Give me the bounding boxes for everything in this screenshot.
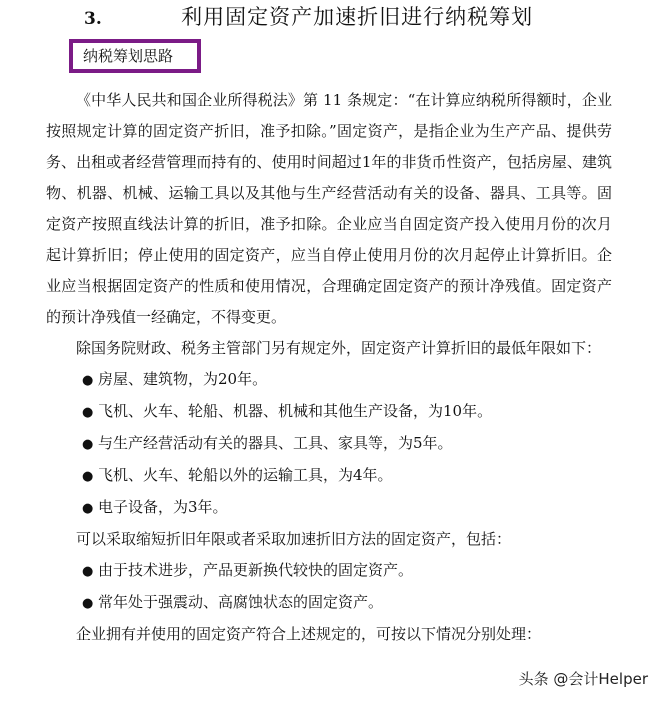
bullet-icon: ● — [82, 437, 94, 452]
list-item: ● 与生产经营活动有关的器具、工具、家具等，为5年。 — [46, 428, 612, 460]
paragraph-accelerated: 可以采取缩短折旧年限或者采取加速折旧方法的固定资产，包括： — [76, 530, 512, 548]
subsection-label-box: 纳税筹划思路 — [69, 39, 201, 73]
bullet-icon: ● — [82, 373, 94, 388]
list-item: ● 常年处于强震动、高腐蚀状态的固定资产。 — [46, 587, 612, 619]
list-item: ● 电子设备，为3年。 — [46, 492, 612, 524]
list-item: ● 由于技术进步，产品更新换代较快的固定资产。 — [46, 555, 612, 587]
list-item: ● 飞机、火车、轮船以外的运输工具，为4年。 — [46, 460, 612, 492]
section-title: 利用固定资产加速折旧进行纳税筹划 — [181, 5, 534, 29]
bullet-icon: ● — [82, 469, 94, 484]
paragraph-min-years: 除国务院财政、税务主管部门另有规定外，固定资产计算折旧的最低年限如下： — [76, 339, 602, 357]
bullet-icon: ● — [82, 596, 94, 611]
paragraph-law-quote: 《中华人民共和国企业所得税法》第 11 条规定：“在计算应纳税所得额时，企业按照规定计算的固定资产折旧，准予扣除。”固定资产，是指企业为生产产品、提供劳务、出租或者经营管理而持有的、使用时间超过1年的非货币性资产，包括房屋、建筑物、机器、机械、运输工具以及其他与生产经营活动有关的设备、器具、工具等。固定资产按照直线法计算的折旧，准予扣除。企业应当自固定资产投入使用月份的次月起计算折旧；停止使用的固定资产，应当自停止使用月份的次月起停止计算折旧。企业应当根据固定资产的性质和使用情况，合理确定固定资产的预计净残值。固定资产的预计净残值一经确定，不得变更。 — [46, 91, 612, 326]
bullet-icon: ● — [82, 501, 94, 516]
bullet-icon: ● — [82, 405, 94, 420]
section-heading — [84, 2, 533, 32]
list-item: ● 飞机、火车、轮船、机器、机械和其他生产设备，为10年。 — [46, 396, 612, 428]
bullet-icon: ● — [82, 564, 94, 579]
paragraph-handling: 企业拥有并使用的固定资产符合上述规定的，可按以下情况分别处理： — [76, 625, 542, 643]
watermark: 头条 @会计Helper — [518, 670, 648, 688]
section-number: 3. — [84, 9, 102, 29]
body-text — [46, 85, 612, 650]
list-item: ● 房屋、建筑物，为20年。 — [46, 364, 612, 396]
